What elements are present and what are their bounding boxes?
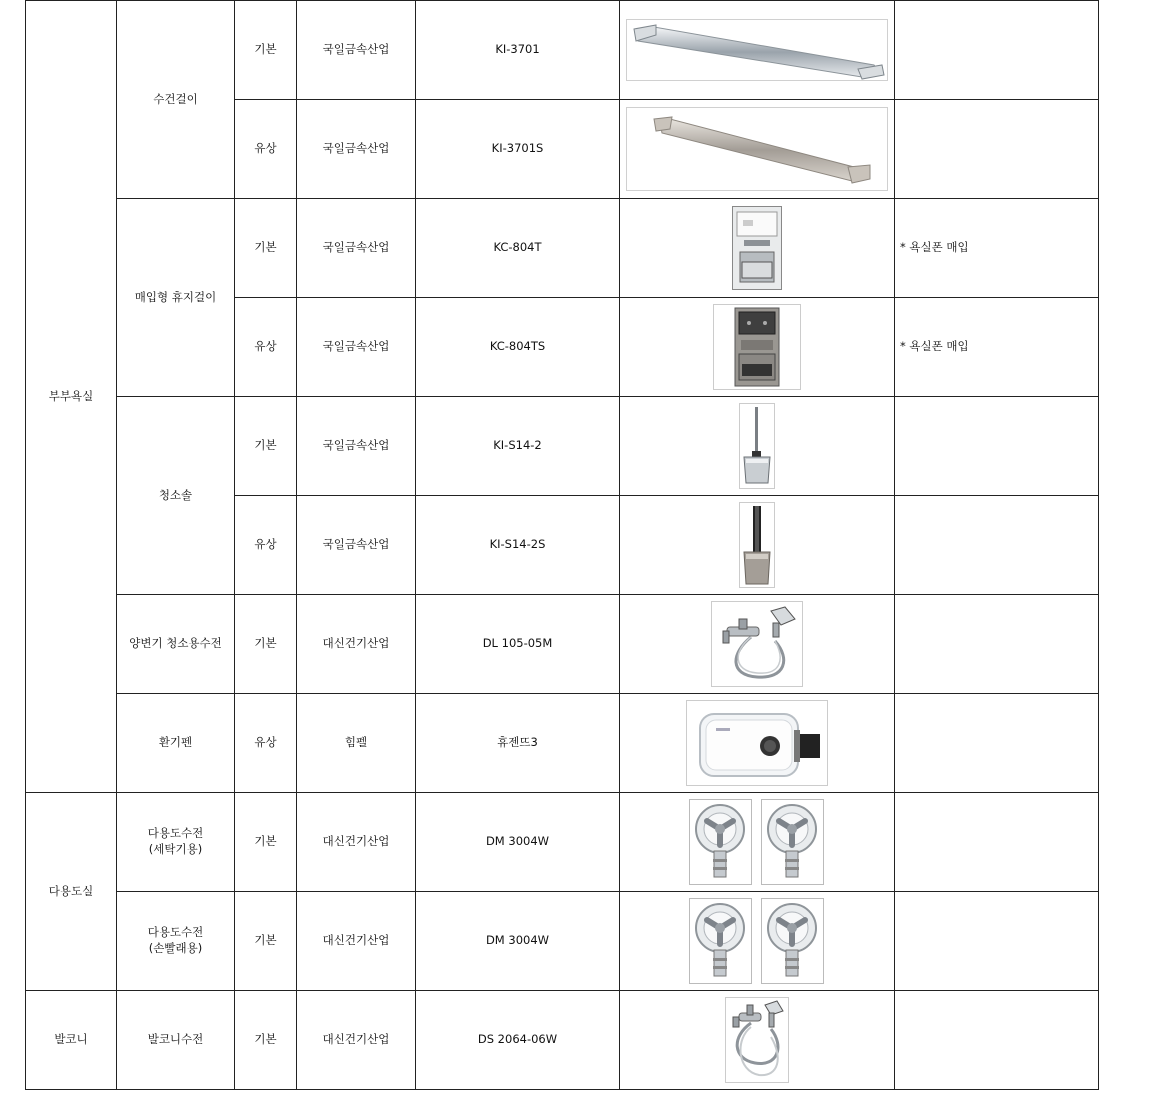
grade-cell: 유상	[235, 100, 297, 199]
table-row	[26, 793, 1099, 892]
product-image-cell	[620, 100, 895, 199]
note-cell	[895, 991, 1099, 1090]
item-name: 다용도수전 (세탁기용)	[117, 793, 235, 892]
item-name: 매입형 휴지걸이	[117, 199, 235, 397]
table-row	[26, 991, 1099, 1090]
product-image-cell	[620, 892, 895, 991]
maker-cell: 국일금속산업	[297, 496, 416, 595]
toilet-brush-satin-image	[739, 502, 775, 588]
note-cell	[895, 397, 1099, 496]
maker-cell: 대신건기산업	[297, 793, 416, 892]
balcony-faucet-hose-image	[725, 997, 789, 1083]
grade-cell: 기본	[235, 793, 297, 892]
product-image-cell	[620, 397, 895, 496]
product-image-cell	[620, 694, 895, 793]
item-name: 환기펜	[117, 694, 235, 793]
grade-cell: 유상	[235, 694, 297, 793]
product-image-cell	[620, 595, 895, 694]
note-cell	[895, 496, 1099, 595]
model-cell: 휴젠뜨3	[416, 694, 620, 793]
section-master-bath: 부부욕실	[26, 1, 117, 793]
table-row	[26, 397, 1099, 496]
washer-faucet-pair-image	[689, 898, 825, 984]
model-cell: KC-804T	[416, 199, 620, 298]
maker-cell: 국일금속산업	[297, 397, 416, 496]
note-cell	[895, 793, 1099, 892]
product-image-cell	[620, 1, 895, 100]
note-cell	[895, 892, 1099, 991]
maker-cell: 국일금속산업	[297, 1, 416, 100]
toilet-brush-chrome-image	[739, 403, 775, 489]
grade-cell: 기본	[235, 397, 297, 496]
grade-cell: 기본	[235, 991, 297, 1090]
maker-cell: 대신건기산업	[297, 892, 416, 991]
product-image-cell	[620, 199, 895, 298]
table-row	[26, 694, 1099, 793]
washer-faucet-pair-image	[689, 799, 825, 885]
note-cell	[895, 100, 1099, 199]
table-row	[26, 1, 1099, 100]
maker-cell: 힘펠	[297, 694, 416, 793]
product-image-cell	[620, 991, 895, 1090]
bidet-sprayer-faucet-image	[711, 601, 803, 687]
model-cell: KI-3701S	[416, 100, 620, 199]
model-cell: KI-S14-2S	[416, 496, 620, 595]
product-image-cell	[620, 298, 895, 397]
table-row	[26, 595, 1099, 694]
ventilation-fan-image	[686, 700, 828, 786]
product-image-cell	[620, 496, 895, 595]
maker-cell: 대신건기산업	[297, 595, 416, 694]
model-cell: KC-804TS	[416, 298, 620, 397]
model-cell: DS 2064-06W	[416, 991, 620, 1090]
note-cell: * 욕실폰 매입	[895, 298, 1099, 397]
section-balcony: 발코니	[26, 991, 117, 1090]
note-cell	[895, 694, 1099, 793]
note-cell: * 욕실폰 매입	[895, 199, 1099, 298]
item-name: 발코니수전	[117, 991, 235, 1090]
fixture-spec-table	[25, 0, 1099, 1090]
maker-cell: 국일금속산업	[297, 100, 416, 199]
satin-towel-bar-image	[626, 107, 888, 191]
grade-cell: 기본	[235, 199, 297, 298]
grade-cell: 유상	[235, 496, 297, 595]
maker-cell: 국일금속산업	[297, 199, 416, 298]
grade-cell: 기본	[235, 595, 297, 694]
item-name: 다용도수전 (손빨래용)	[117, 892, 235, 991]
model-cell: KI-3701	[416, 1, 620, 100]
recessed-paper-holder-dark-image	[713, 304, 801, 390]
item-name: 양변기 청소용수전	[117, 595, 235, 694]
table-row	[26, 892, 1099, 991]
item-name: 수건걸이	[117, 1, 235, 199]
note-cell	[895, 595, 1099, 694]
model-cell: KI-S14-2	[416, 397, 620, 496]
model-cell: DM 3004W	[416, 892, 620, 991]
model-cell: DM 3004W	[416, 793, 620, 892]
note-cell	[895, 1, 1099, 100]
item-name: 청소솔	[117, 397, 235, 595]
grade-cell: 기본	[235, 1, 297, 100]
grade-cell: 유상	[235, 298, 297, 397]
section-utility-room: 다용도실	[26, 793, 117, 991]
model-cell: DL 105-05M	[416, 595, 620, 694]
chrome-towel-bar-image	[626, 19, 888, 81]
recessed-paper-holder-silver-image	[732, 206, 782, 290]
table-row	[26, 199, 1099, 298]
maker-cell: 대신건기산업	[297, 991, 416, 1090]
grade-cell: 기본	[235, 892, 297, 991]
maker-cell: 국일금속산업	[297, 298, 416, 397]
product-image-cell	[620, 793, 895, 892]
